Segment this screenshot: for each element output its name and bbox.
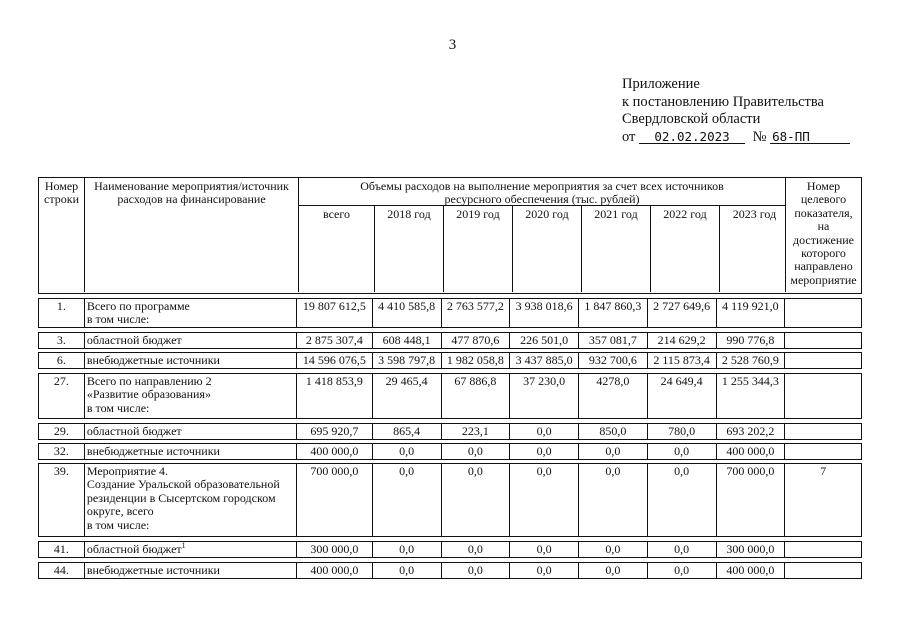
- row-number: 27.: [39, 374, 85, 418]
- value-total: 400 000,0: [297, 563, 373, 578]
- appendix-title: Приложение: [622, 76, 700, 92]
- header-volumes: Объемы расходов на выполнение мероприятия за счет всех источников ресурсного обеспечения (тыс. рублей): [299, 178, 785, 206]
- value-indicator: [785, 299, 861, 327]
- value-total: 300 000,0: [297, 542, 373, 557]
- value-total: 400 000,0: [297, 444, 373, 459]
- row-name: областной бюджет: [85, 424, 297, 439]
- value-2019: 0,0: [442, 563, 511, 578]
- header-2022: 2022 год: [651, 206, 720, 292]
- value-indicator: 7: [820, 464, 827, 478]
- resolution-date: 02.02.2023: [639, 130, 745, 144]
- table-row: [38, 352, 862, 369]
- row-number: 29.: [39, 424, 85, 439]
- value-2018: 0,0: [373, 542, 442, 557]
- table-row: [38, 373, 862, 419]
- value-2023: 1 255 344,3: [717, 374, 786, 418]
- value-2020: 0,0: [510, 424, 579, 439]
- value-indicator: [785, 333, 861, 348]
- value-2019: 477 870,6: [442, 333, 511, 348]
- value-2021: 932 700,6: [579, 353, 648, 368]
- value-2018: 29 465,4: [373, 374, 442, 418]
- value-2022: 0,0: [648, 542, 717, 557]
- row-name: Всего по программе в том числе:: [85, 299, 297, 327]
- value-2020: 0,0: [510, 444, 579, 459]
- value-2021: 0,0: [579, 464, 648, 536]
- header-indicator: Номер целевого показателя, на достижение которого направлено мероприятие: [785, 178, 861, 292]
- header-2018: 2018 год: [375, 206, 444, 292]
- value-2021: 357 081,7: [579, 333, 648, 348]
- value-2021: 4278,0: [579, 374, 648, 418]
- value-total: 695 920,7: [297, 424, 373, 439]
- row-name: внебюджетные источники: [85, 563, 297, 578]
- value-2021: 0,0: [579, 444, 648, 459]
- value-indicator: [785, 353, 861, 368]
- from-label: от: [622, 128, 636, 145]
- table-row: [38, 332, 862, 349]
- table-row: [38, 443, 862, 460]
- value-indicator: [785, 444, 861, 459]
- page-number: 3: [448, 37, 457, 53]
- value-2019: 0,0: [442, 444, 511, 459]
- number-label: №: [752, 128, 767, 145]
- row-name: внебюджетные источники: [85, 444, 297, 459]
- row-number: 1.: [39, 299, 85, 327]
- row-number: 41.: [39, 542, 85, 557]
- row-name: Мероприятие 4. Создание Уральской образовательной резиденции в Сысертском городском округе, всего в том числе:: [85, 464, 297, 536]
- value-2022: 0,0: [648, 444, 717, 459]
- table-row: [38, 562, 862, 579]
- row-number: 32.: [39, 444, 85, 459]
- header-total: всего: [299, 206, 375, 292]
- value-2023: 400 000,0: [717, 444, 786, 459]
- value-2021: 1 847 860,3: [579, 299, 648, 327]
- value-2018: 0,0: [373, 563, 442, 578]
- value-2018: 0,0: [373, 444, 442, 459]
- value-2023: 990 776,8: [717, 333, 786, 348]
- value-2019: 1 982 058,8: [442, 353, 511, 368]
- value-2023: 700 000,0: [717, 464, 786, 536]
- table-header: [38, 177, 862, 294]
- value-2022: 0,0: [648, 563, 717, 578]
- header-row-number: Номер строки: [39, 178, 85, 292]
- row-number: 39.: [39, 464, 85, 536]
- resolution-number: 68-ПП: [770, 130, 850, 144]
- value-2018: 3 598 797,8: [373, 353, 442, 368]
- appendix-resolution: к постановлению Правительства: [622, 93, 824, 110]
- value-2019: 67 886,8: [442, 374, 511, 418]
- table-row: [38, 463, 862, 537]
- value-2022: 2 115 873,4: [648, 353, 717, 368]
- value-2023: 400 000,0: [717, 563, 786, 578]
- value-total: 2 875 307,4: [297, 333, 373, 348]
- value-total: 700 000,0: [297, 464, 373, 536]
- value-2021: 0,0: [579, 542, 648, 557]
- value-2023: 4 119 921,0: [717, 299, 786, 327]
- header-years: [299, 206, 789, 292]
- header-2019: 2019 год: [444, 206, 513, 292]
- value-2020: 0,0: [510, 464, 579, 536]
- value-2019: 2 763 577,2: [442, 299, 511, 327]
- value-2022: 0,0: [648, 464, 717, 536]
- value-2020: 0,0: [510, 563, 579, 578]
- appendix-date-line: [622, 129, 850, 147]
- appendix-block: [622, 76, 850, 146]
- table-body: [38, 298, 862, 579]
- row-number: 6.: [39, 353, 85, 368]
- value-2023: 693 202,2: [717, 424, 786, 439]
- value-2018: 608 448,1: [373, 333, 442, 348]
- header-2020: 2020 год: [513, 206, 582, 292]
- value-indicator: [785, 374, 861, 418]
- value-2021: 850,0: [579, 424, 648, 439]
- value-2020: 0,0: [510, 542, 579, 557]
- row-name: внебюджетные источники: [85, 353, 297, 368]
- table-row: [38, 423, 862, 440]
- value-indicator: [785, 424, 861, 439]
- appendix-region: Свердловской области: [622, 111, 761, 127]
- row-number: 44.: [39, 563, 85, 578]
- value-2019: 223,1: [442, 424, 511, 439]
- footnote-marker: 1: [181, 542, 186, 550]
- header-2021: 2021 год: [582, 206, 651, 292]
- value-2018: 0,0: [373, 464, 442, 536]
- value-indicator: [785, 542, 861, 557]
- value-2021: 0,0: [579, 563, 648, 578]
- value-total: 19 807 612,5: [297, 299, 373, 327]
- value-2022: 2 727 649,6: [648, 299, 717, 327]
- value-2023: 2 528 760,9: [717, 353, 786, 368]
- table-row: [38, 541, 862, 558]
- value-2020: 226 501,0: [510, 333, 579, 348]
- value-indicator: [785, 563, 861, 578]
- header-2023: 2023 год: [732, 207, 777, 221]
- value-total: 14 596 076,5: [297, 353, 373, 368]
- row-number: 3.: [39, 333, 85, 348]
- value-2019: 0,0: [442, 542, 511, 557]
- value-2018: 4 410 585,8: [373, 299, 442, 327]
- value-2020: 37 230,0: [510, 374, 579, 418]
- funding-table: [38, 177, 862, 579]
- value-2022: 214 629,2: [648, 333, 717, 348]
- value-2023: 300 000,0: [717, 542, 786, 557]
- value-2020: 3 437 885,0: [510, 353, 579, 368]
- value-2022: 24 649,4: [648, 374, 717, 418]
- value-2018: 865,4: [373, 424, 442, 439]
- value-2019: 0,0: [442, 464, 511, 536]
- header-name: Наименование мероприятия/источник расходов на финансирование: [85, 178, 299, 292]
- table-row: [38, 298, 862, 328]
- row-name: областной бюджет: [85, 333, 297, 348]
- value-2020: 3 938 018,6: [510, 299, 579, 327]
- value-2022: 780,0: [648, 424, 717, 439]
- value-total: 1 418 853,9: [297, 374, 373, 418]
- row-name: областной бюджет$^1$: [85, 542, 297, 557]
- row-name: Всего по направлению 2 «Развитие образования» в том числе:: [85, 374, 297, 418]
